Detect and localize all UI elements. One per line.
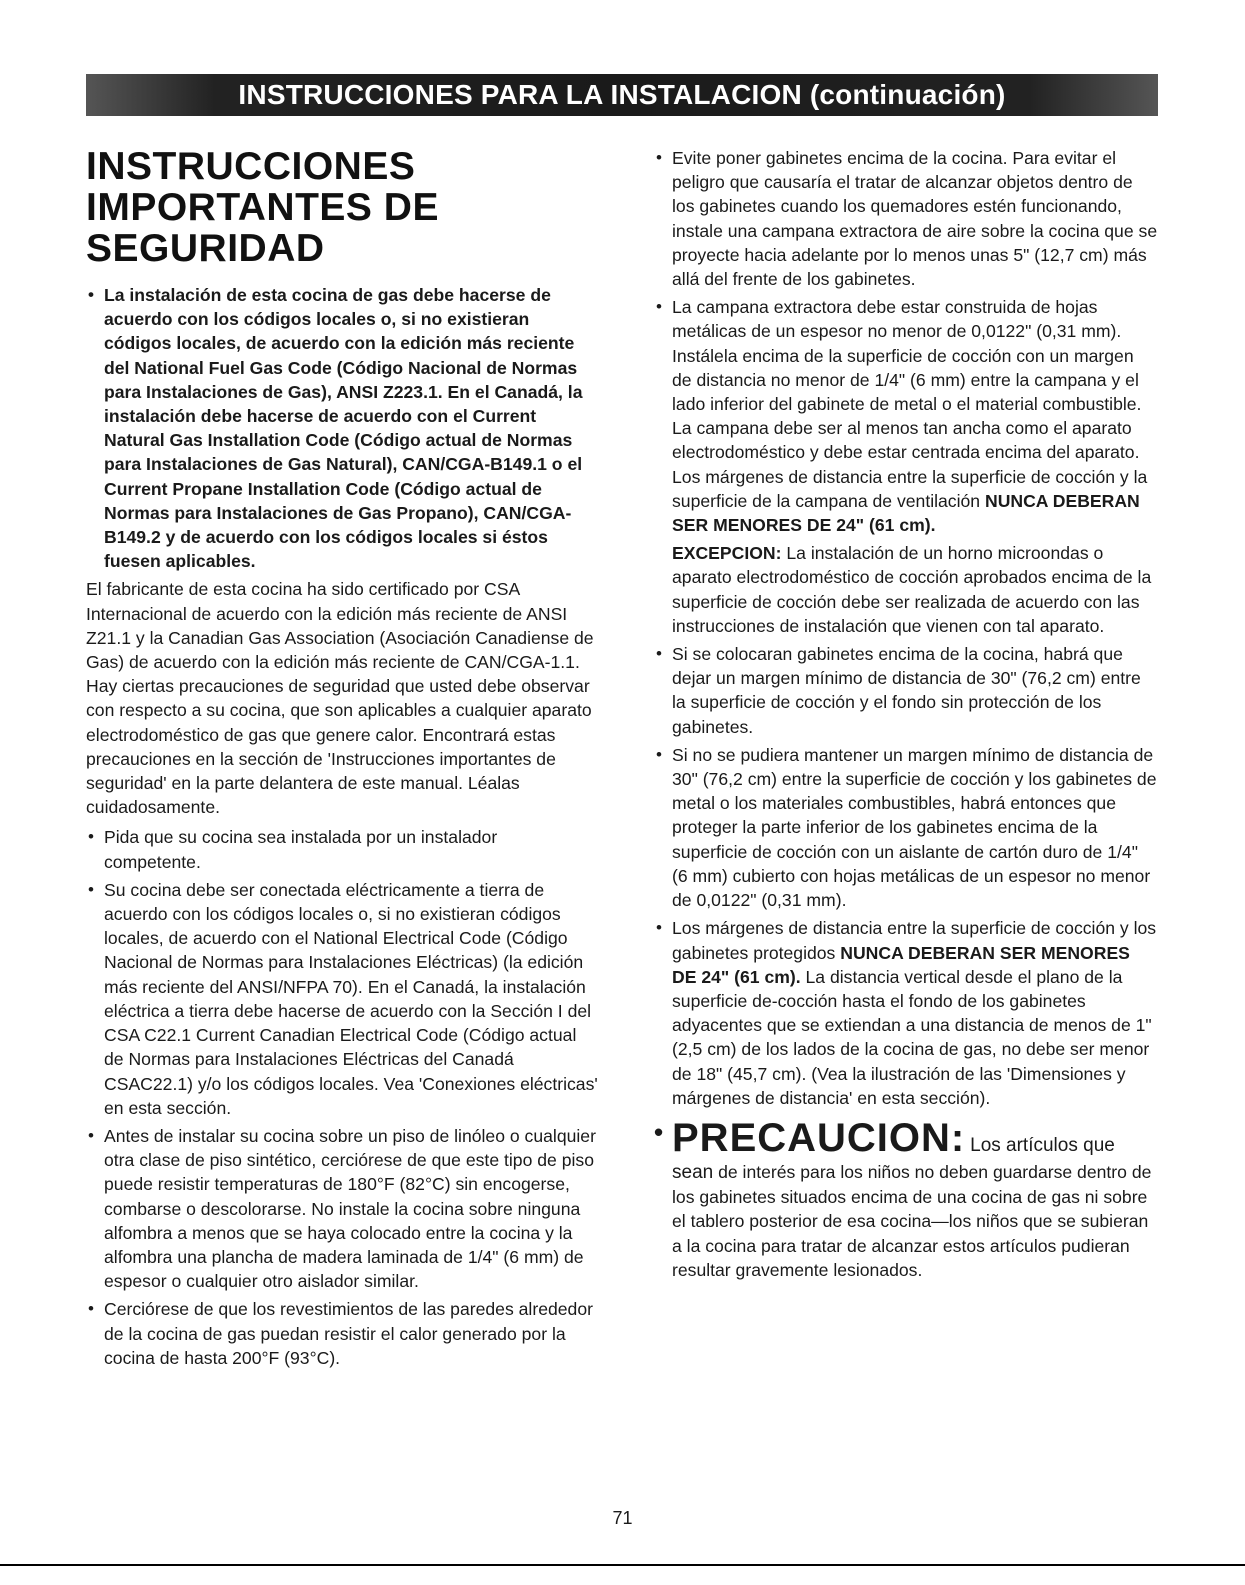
caution-label: PRECAUCION: [672,1115,966,1160]
title-line-3: SEGURIDAD [86,227,325,270]
bold-bullet-text: La instalación de esta cocina de gas debe hacerse de acuerdo con los códigos locales o, si no existieran códigos locales, de acuerdo con la edición más reciente del National Fuel Gas Code (Código Nacional de Normas para Instalaciones de Gas), ANSI Z223.1. En el Canadá, la instalación debe hacerse de acuerdo con el Current Natural Gas Installation Code (Código actual de Normas para Instalaciones de Gas Natural), CAN/CGA-B149.1 o el Current Propane Installation Code (Código actual de Normas para Instalaciones de Gas Propano), CAN/CGA-B149.2 y de acuerdo con los códigos locales si éstos fuesen aplicables. [104,285,583,572]
bullet-icon: • [656,744,662,764]
bullet-icon: • [654,1116,664,1147]
section-banner [86,74,1158,116]
list-item-text: La campana extractora debe estar construida de hojas metálicas de un espesor no menor de 0,0122" (0,31 mm). Instálela encima de la superficie de cocción con un margen de distancia no menor de 1/4" (6 mm) entre la campana y el lado inferior del gabinete de metal o el material combustible. La campana debe ser al menos tan ancha como el aparato electrodoméstico y debe estar centrada encima del aparato. Los márgenes de distancia entre la superficie de cocción y la superficie de la campana de ventilación [672,297,1148,511]
list-item-text: Evite poner gabinetes encima de la cocina. Para evitar el peligro que causaría el tratar de alcanzar objetos dentro de los gabinetes cuando los quemadores estén funcionando, instale una campana extractora de aire sobre la cocina que se proyecte hacia adelante por lo menos unas 5" (12,7 cm) más allá del frente de los gabinetes. [672,148,1158,290]
bullet-icon: • [88,827,94,847]
list-item [654,743,1158,912]
list-item [86,1124,598,1293]
list-item [86,1297,598,1370]
caution-text: de interés para los niños no deben guardarse dentro de los gabinetes situados encima de una cocina de gas ni sobre el tablero posterior de esa cocina—los niños que se subieran a la cocina para tratar de alcanzar estos artículos pudieran resultar gravemente lesionados. [672,1161,1152,1280]
bullet-icon: • [656,148,662,167]
banner-text: INSTRUCCIONES PARA LA INSTALACION (continuación) [238,79,1006,110]
intro-paragraph: El fabricante de esta cocina ha sido certificado por CSA Internacional de acuerdo con la edición más reciente de ANSI Z21.1 y la Canadian Gas Association (Asociación Canadiense de Gas) de acuerdo con la edición más reciente de CAN/CGA-1.1. Hay ciertas precauciones de seguridad que usted debe observar con respecto a su cocina, que son aplicables a cualquier aparato electrodoméstico de gas que genere calor. Encontrará estas precauciones en la sección de 'Instrucciones importantes de seguridad' en la parte delantera de este manual. Léalas cuidadosamente. [86,579,594,818]
right-bullet-list-2 [654,642,1158,1110]
list-item-text: Si se colocaran gabinetes encima de la cocina, habrá que dejar un margen mínimo de distancia de 30" (76,2 cm) entre la superficie de cocción y el fondo sin protección de los gabinetes. [672,644,1141,737]
list-item [86,878,598,1120]
title-line-2: IMPORTANTES DE [86,186,439,229]
bullet-icon: • [656,918,662,938]
caution-block [654,1116,1158,1282]
list-item-text: La distancia vertical desde el plano de la superficie de-cocción hasta el fondo de los gabinetes adyacentes que se extiendan a una distancia de menos de 1" (2,5 cm) de los lados de la cocina de gas, no debe ser menor de 18" (45,7 cm). (Vea la ilustración de las 'Dimensiones y márgenes de distancia' en esta sección). [672,966,1152,1108]
exception-text: La instalación de un horno microondas o aparato electrodoméstico de cocción aprobados encima de la superficie de cocción debe ser realizada de acuerdo con las instrucciones de instalación que vienen con tal aparato. [672,543,1152,636]
list-item-text: Pida que su cocina sea instalada por un instalador competente. [104,827,498,872]
bullet-icon: • [88,285,94,304]
list-item [654,146,1158,291]
title-line-1: INSTRUCCIONES [86,145,416,188]
main-title [86,146,598,269]
bullet-icon: • [88,1299,94,1319]
list-item [654,642,1158,739]
clearance-warning: NUNCA DEBERAN SER MENORES DE 24" (61 cm). [672,490,1140,536]
footer-divider [0,1564,1245,1566]
bullet-icon: • [88,879,94,899]
list-item-text: Si no se pudiera mantener un margen mínimo de distancia de 30" (76,2 cm) entre la superficie de cocción y los gabinetes de metal o los materiales combustibles, habrá entonces que proteger la parte inferior de los gabinetes encima de la superficie de cocción con un aislante de cartón duro de 1/4" (6 mm) cubierto con hojas metálicas de un espesor no menor de 0,0122" (0,31 mm). [672,744,1157,911]
bullet-icon: • [88,1125,94,1145]
caution-lead: Los artículos que sean [672,1134,1115,1183]
list-item-text: Antes de instalar su cocina sobre un piso de linóleo o cualquier otra clase de piso sintético, cerciórese de que este tipo de piso puede resistir temperaturas de 180°F (82°C) sin encogerse, combarse o descolorarse. No instale la cocina sobre ninguna alfombra a menos que se haya colocado entre la cocina y la alfombra una plancha de madera laminada de 1/4" (6 mm) de espesor o cualquier otro aislador similar. [104,1125,596,1292]
caution-paragraph [654,1116,1158,1282]
right-bullet-list [654,146,1158,537]
list-item-text: Su cocina debe ser conectada eléctricamente a tierra de acuerdo con los códigos locales o, si no existieran códigos locales, de acuerdo con el National Electrical Code (Código Nacional de Normas para Instalaciones Eléctricas) (la edición más reciente del ANSI/NFPA 70). En el Canadá, la instalación eléctrica a tierra debe hacerse de acuerdo con la Sección I del CSA C22.1 Current Canadian Electrical Code (Código actual de Normas para Instalaciones Eléctricas del Canadá CSAC22.1) y/o los códigos locales. Vea 'Conexiones eléctricas' en esta sección. [104,879,598,1118]
list-item-text: Los márgenes de distancia entre la superficie de cocción y los gabinetes protegidos [672,918,1157,963]
right-column [654,146,1158,1286]
list-item [654,295,1158,537]
bullet-icon: • [656,644,662,664]
bold-bullet-list [86,283,598,573]
list-item [654,916,1158,1110]
list-item-text: Cerciórese de que los revestimientos de las paredes alrededor de la cocina de gas puedan resistir el calor generado por la cocina de hasta 200°F (93°C). [104,1299,593,1368]
list-item [86,825,598,873]
left-column [86,130,598,1374]
bold-bullet [86,283,598,573]
bullet-icon: • [656,297,662,317]
clearance-warning: NUNCA DEBERAN SER MENORES DE 24" (61 cm). [672,942,1130,987]
page-number: 71 [612,1508,633,1528]
exception-label: EXCEPCION: [672,543,782,564]
exception-note [654,541,1158,638]
left-bullet-list [86,825,598,1369]
